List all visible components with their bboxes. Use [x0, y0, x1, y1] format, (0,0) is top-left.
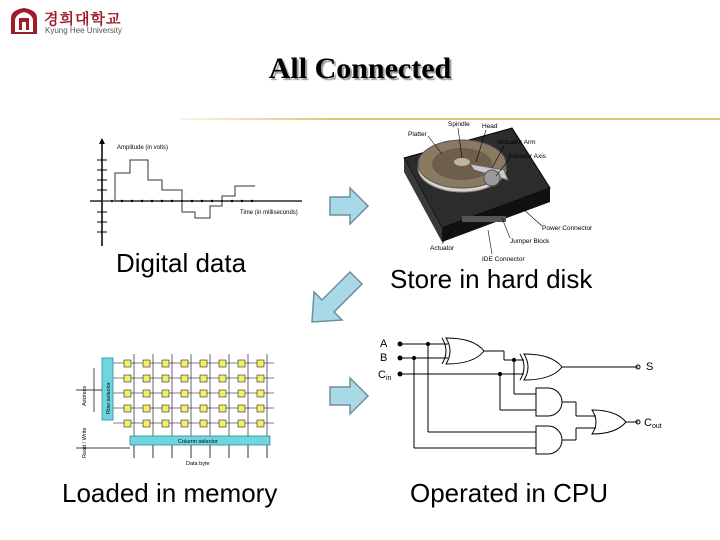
- label-head: Head: [482, 123, 498, 130]
- arrow-right-to-cpu-icon: [328, 376, 370, 416]
- logo-korean-name: 경희대학교: [44, 11, 122, 28]
- label-platter: Platter: [408, 131, 427, 138]
- university-seal-icon: [8, 6, 40, 36]
- memory-cell: [200, 390, 207, 397]
- memory-array-figure: [74, 348, 284, 470]
- hard-disk-figure: [392, 118, 612, 266]
- label-actuator-axis: Actuator Axis: [508, 153, 546, 160]
- memory-cell: [200, 405, 207, 412]
- column-selector-label: Column selector: [178, 439, 218, 445]
- memory-cell: [124, 375, 131, 382]
- memory-cell: [200, 360, 207, 367]
- memory-cell: [162, 360, 169, 367]
- memory-cell: [257, 420, 264, 427]
- memory-cell: [181, 375, 188, 382]
- memory-cell: [238, 405, 245, 412]
- label-actuator-arm: Actuator Arm: [498, 139, 536, 146]
- waveform-y-axis-label: Amplitude (in volts): [117, 145, 169, 151]
- memory-cell: [219, 405, 226, 412]
- memory-cell: [257, 390, 264, 397]
- memory-cell: [124, 420, 131, 427]
- memory-cell: [124, 360, 131, 367]
- memory-cell: [200, 375, 207, 382]
- label-jumper-block: Jumper Block: [510, 238, 550, 245]
- label-spindle: Spindle: [448, 121, 470, 128]
- memory-cell: [143, 375, 150, 382]
- memory-cell: [257, 360, 264, 367]
- memory-cell: [162, 390, 169, 397]
- memory-cell: [181, 360, 188, 367]
- memory-cell: [143, 360, 150, 367]
- memory-cell: [124, 405, 131, 412]
- arrow-down-left-to-memory-icon: [308, 270, 364, 326]
- memory-cell: [238, 375, 245, 382]
- memory-cell: [143, 420, 150, 427]
- memory-cell: [143, 405, 150, 412]
- input-b-label: B: [380, 352, 388, 364]
- memory-cell: [219, 360, 226, 367]
- memory-cell: [181, 420, 188, 427]
- digital-waveform-figure: [90, 138, 305, 250]
- memory-cell: [257, 375, 264, 382]
- memory-cell: [181, 405, 188, 412]
- arrow-right-to-hard-disk-icon: [328, 186, 370, 226]
- caption-digital-data: Digital data: [116, 248, 247, 278]
- memory-cell: [181, 390, 188, 397]
- memory-cell: [238, 390, 245, 397]
- memory-cell: [238, 420, 245, 427]
- memory-cell: [238, 360, 245, 367]
- caption-memory: Loaded in memory: [62, 478, 278, 508]
- read-write-label: Read / Write: [82, 427, 88, 458]
- memory-cell: [257, 405, 264, 412]
- memory-cell: [219, 375, 226, 382]
- memory-cell: [219, 390, 226, 397]
- caption-cpu: Operated in CPU: [410, 478, 608, 508]
- logo-english-name: Kyung Hee University: [45, 26, 122, 35]
- memory-cell: [219, 420, 226, 427]
- university-logo: [8, 6, 138, 36]
- output-c-label: Cout: [644, 417, 662, 430]
- label-actuator: Actuator: [430, 245, 455, 252]
- full-adder-circuit-figure: [374, 330, 674, 464]
- data-byte-label: Data byte: [186, 461, 210, 467]
- memory-cell: [162, 405, 169, 412]
- caption-hard-disk: Store in hard disk: [390, 264, 593, 294]
- memory-cell: [162, 420, 169, 427]
- memory-cell: [162, 375, 169, 382]
- memory-cell: [200, 420, 207, 427]
- input-a-label: A: [380, 338, 388, 350]
- slide-title: All Connected: [268, 52, 452, 85]
- memory-cell: [143, 390, 150, 397]
- row-selector-label: Row selector: [106, 382, 112, 414]
- label-ide-connector: IDE Connector: [482, 256, 525, 263]
- address-label: Address: [82, 385, 88, 406]
- output-s-label: S: [646, 361, 654, 373]
- memory-cell: [124, 390, 131, 397]
- input-c-label: Cin: [378, 369, 392, 382]
- label-power-connector: Power Connector: [542, 225, 593, 232]
- waveform-x-axis-label: Time (in milliseconds): [240, 210, 298, 216]
